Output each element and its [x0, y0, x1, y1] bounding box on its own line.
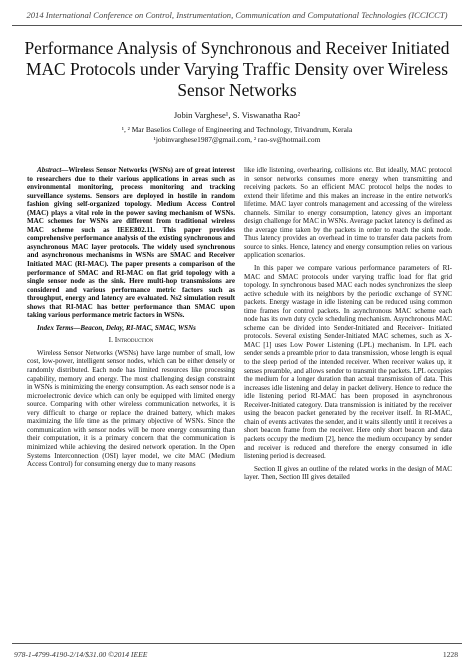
paper-title: Performance Analysis of Synchronous and Receiver Initiated MAC Protocols under Varying Traffic Density over Wireless Sensor Networks — [24, 38, 450, 100]
abstract — [27, 166, 235, 320]
emails: ¹jobinvarghese1987@gmail.com, ² rao-sv@hotmail.com — [153, 135, 321, 144]
footer-isbn: 978-1-4799-4190-2/14/$31.00 ©2014 IEEE — [14, 650, 148, 659]
header-rule — [12, 25, 462, 26]
affiliation: ¹, ² Mar Baselios College of Engineering and Technology, Trivandrum, Kerala — [121, 125, 353, 134]
page-number: 1228 — [442, 650, 458, 659]
conference-header: 2014 International Conference on Control, Instrumentation, Communication and Computational Technologies (ICCICCT) — [26, 10, 448, 20]
right-column — [244, 166, 452, 486]
index-terms: Index Terms—Beacon, Delay, RI-MAC, SMAC, WSNs — [37, 323, 196, 332]
abstract-label: Abstract — [37, 166, 62, 174]
right-paragraph: Section II gives an outline of the related works in the design of MAC layer. Then, Section III gives detailed — [244, 464, 452, 482]
right-paragraph: In this paper we compare various performance parameters of RI-MAC and SMAC protocols under varying traffic load for flat grid topology. In synchronous based MAC each nodes synchronizes the sleep active schedule with its neighbors by the periodic exchange of SYNC packets. Energy wastage in idle listening can be reduced using common time frames for control packets. In asynchronous MAC scheme each node has its own duty cycle scheduling mechanism. Asynchronous MAC scheme can be divided into Sender-Initiated and Receiver- Initiated protocols. Several existing Sender-Initiated MAC schemes, such as X-MAC [1] uses Low Power Listening (LPL) mechanism. In LPL each sender sends a preamble prior to data transmission, whose length is equal to the sleep period of the intended receiver. When receiver wakes up, it senses preamble, and allows sender to transmit the packets. LPL occupies the medium for a longer duration than actual transmission of data. This increases idle listening and delay in packet delivery. Hence to reduce the idle listening period RI-MAC has been proposed in asynchronous Receiver-Initiated category. Data transmission is initiated by the receiver using the beacon packet generated by the receiver itself. In RI-MAC, chain of events activates the sender, and it waits silently until it receives a short beacon frame from the receiver. Here only short beacon and data packets occupy the medium [2], hence the medium occupancy by sender and receiver is reduced and therefore the energy consumed in idle listening period is decreased. — [244, 264, 452, 461]
right-paragraph: like idle listening, overhearing, collisions etc. But ideally, MAC protocol in sensor networks consumes more energy when transmitting and receiving packets. So an efficient MAC protocol helps the nodes to extend their lifetime and this makes an increase in the entire network's lifetime. MAC layer controls management and accessing of the wireless channels. Similar to energy consumption, latency gives an important design challenge for MAC in WSNs. Average packet latency is defined as the average time taken by the packets in order to reach the sink node. Thus latency provides an overhead in time to transfer data packets from source to sinks. Hence, latency and energy consumption relies on various application scenarios. — [244, 166, 452, 260]
authors: Jobin Varghese¹, S. Viswanatha Rao² — [173, 110, 301, 120]
left-column — [27, 166, 235, 473]
section-heading-introduction: I. Introduction — [108, 335, 154, 345]
left-paragraph: Wireless Sensor Networks (WSNs) have large number of small, low cost, low-power, intelligent sensor nodes, which can be either densely or randomly distributed. Each node has limited resources like processing capability, memory and energy. The most challenging design constraint in WSNs is minimizing the energy consumption. As each sensor node is a microelectronic device which can only be equipped with limited energy source. Comparing with other wireless communication networks, it is very difficult to charge or replace the drained battery, which makes maximizing the life time as the primary objective of WSNs. Since the communication with sensor nodes will be more energy consuming than their computation, it is a primary concern that the communication is minimized while achieving the desired network operation. In the Open Systems Interconnection (OSI) layer model, we cite MAC (Medium Access Control) for consuming energy due to many reasons — [27, 348, 235, 469]
footer-rule — [12, 643, 462, 644]
abstract-text: —Wireless Sensor Networks (WSNs) are of great interest to researchers due to their various applications in areas such as environmental monitoring, process monitoring and tracking surveillance systems. Sensors are deployed in hostile in random fashion giving self-organized topology. Medium Access Control (MAC) plays a vital role in the power saving mechanism of WSNs. MAC schemes for WSNs are different from traditional wireless MAC scheme such as IEEE802.11. This paper provides comprehensive performance analysis of the existing synchronous and asynchronous MAC layer protocols. The widely used synchronous and asynchronous mechanisms in WSNs are SMAC and Receiver Initiated MAC (RI-MAC). The paper presents a comparison of the performance of SMAC and RI-MAC on flat grid topology with a single sensor node as the sink. Here multi-hop transmissions are considered and various performance metric factors such as throughput, energy and latency are evaluated. Ns2 simulation result shows that RI-MAC has better performance than SMAC upon taking various performance metric factors in WSNs. — [27, 166, 235, 320]
